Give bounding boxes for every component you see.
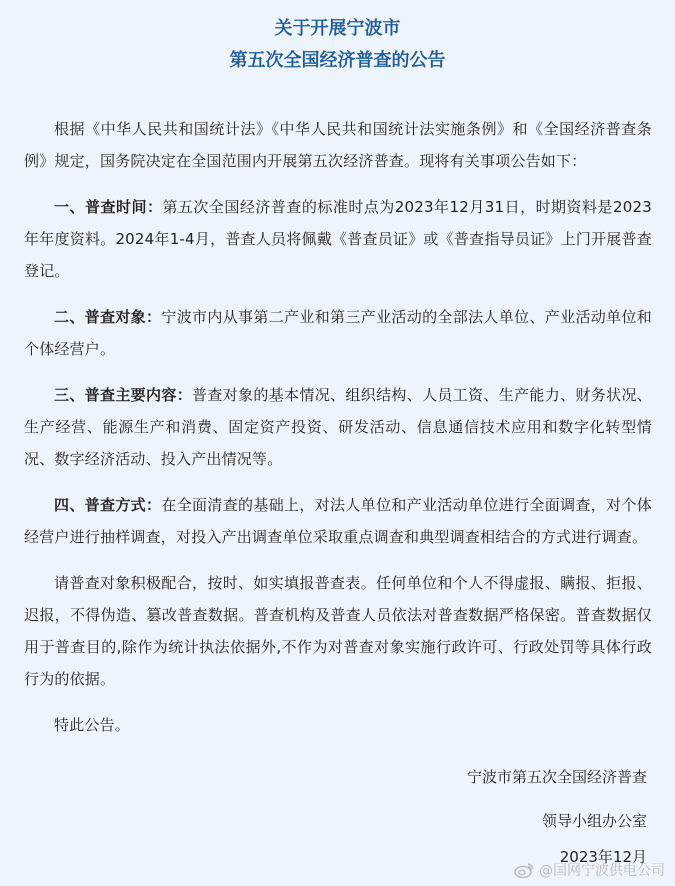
- paragraph-lead: 三、普查主要内容：: [54, 386, 193, 404]
- paragraph-intro: [24, 113, 652, 177]
- paragraph-text: 特此公告。: [54, 716, 131, 734]
- paragraph-closing: [24, 709, 652, 741]
- page-title-line1: 关于开展宁波市: [274, 18, 401, 39]
- paragraph-text: 第五次全国经济普查的标准时点为2023年12月31日，时期资料是2023年年度资料。2024年1-4月，普查人员将佩戴《普查员证》或《普查指导员证》上门开展普查登记。: [24, 198, 652, 280]
- paragraph-cooperation: [24, 567, 652, 695]
- paragraph-text: 根据《中华人民共和国统计法》《中华人民共和国统计法实施条例》和《全国经济普查条例》规定，国务院决定在全国范围内开展第五次经济普查。现将有关事项公告如下：: [24, 120, 652, 170]
- paragraph-census-objects: [24, 301, 652, 365]
- page-title-line2: 第五次全国经济普查的公告: [229, 50, 446, 71]
- paragraph-lead: 一、普查时间：: [54, 198, 163, 216]
- watermark-text: @国网宁波供电公司: [539, 863, 665, 879]
- paragraph-text: 在全面清查的基础上，对法人单位和产业活动单位进行全面调查，对个体经营户进行抽样调查，对投入产出调查单位采取重点调查和典型调查相结合的方式进行调查。: [24, 496, 652, 546]
- paragraph-text: 宁波市内从事第二产业和第三产业活动的全部法人单位、产业活动单位和个体经营户。: [24, 308, 652, 358]
- paragraph-census-content: [24, 379, 652, 475]
- paragraph-census-method: [24, 489, 652, 553]
- weibo-icon: [513, 862, 535, 878]
- signature-organization: 宁波市第五次全国经济普查: [466, 768, 647, 786]
- paragraph-lead: 二、普查对象：: [54, 308, 162, 326]
- announcement-body: [24, 113, 652, 755]
- watermark: [513, 860, 665, 880]
- paragraph-lead: 四、普查方式：: [54, 496, 162, 514]
- paragraph-text: 普查对象的基本情况、组织结构、人员工资、生产能力、财务状况、生产经营、能源生产和消费、固定资产投资、研发活动、信息通信技术应用和数字化转型情况、数字经济活动、投入产出情况等。: [24, 386, 652, 468]
- paragraph-text: 请普查对象积极配合，按时、如实填报普查表。任何单位和个人不得虚报、瞒报、拒报、迟报，不得伪造、篡改普查数据。普查机构及普查人员依法对普查数据严格保密。普查数据仅用于普查目的,除作为统计执法依据外,不作为对普查对象实施行政许可、行政处罚等具体行政行为的依据。: [24, 574, 652, 688]
- paragraph-census-time: [24, 191, 652, 287]
- signature-office: 领导小组办公室: [541, 812, 647, 830]
- signature-date: 2023年12月: [559, 848, 647, 866]
